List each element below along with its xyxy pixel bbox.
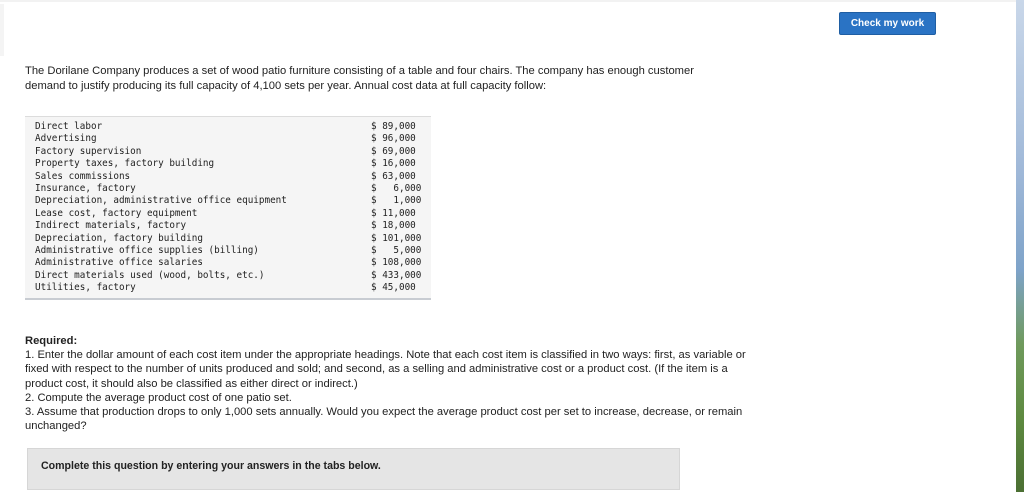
cost-item-amount: $ 433,000 xyxy=(371,269,422,281)
tabs-prompt-text: Complete this question by entering your answers in the tabs below. xyxy=(41,460,381,472)
cost-row xyxy=(35,208,423,220)
cost-row xyxy=(35,146,423,158)
cost-item-label: Lease cost, factory equipment xyxy=(35,207,198,219)
cost-item-label: Advertising xyxy=(35,133,97,145)
cost-item-label: Sales commissions xyxy=(35,170,131,182)
cost-item-label: Direct materials used (wood, bolts, etc.) xyxy=(35,269,265,281)
cost-item-label: Indirect materials, factory xyxy=(35,220,187,232)
cost-row xyxy=(35,133,423,145)
cost-item-amount: $ 108,000 xyxy=(371,257,422,269)
check-my-work-button[interactable]: Check my work xyxy=(839,12,936,35)
cost-item-amount: $ 96,000 xyxy=(371,133,416,145)
top-divider xyxy=(0,0,1024,2)
cost-table-grid xyxy=(35,121,423,295)
required-item-2: 2. Compute the average product cost of one patio set. xyxy=(25,391,292,404)
left-margin-accent xyxy=(0,4,4,56)
cost-item-label: Administrative office supplies (billing) xyxy=(35,245,259,257)
cost-item-amount: $ 11,000 xyxy=(371,207,416,219)
cost-row xyxy=(35,121,423,133)
required-heading: Required: xyxy=(25,335,78,347)
cost-item-amount: $ 18,000 xyxy=(371,220,416,232)
cost-item-label: Utilities, factory xyxy=(35,282,136,294)
cost-item-amount: $ 6,000 xyxy=(371,183,422,195)
cost-row xyxy=(35,270,423,282)
cost-row xyxy=(35,233,423,245)
required-item-3: 3. Assume that production drops to only 1,000 sets annually. Would you expect the average product cost per set to increase, decrease, or remain unchanged? xyxy=(25,406,743,433)
tabs-prompt-box xyxy=(27,448,680,490)
cost-item-label: Administrative office salaries xyxy=(35,257,203,269)
cost-item-amount: $ 63,000 xyxy=(371,170,416,182)
cost-item-amount: $ 16,000 xyxy=(371,158,416,170)
cost-row xyxy=(35,245,423,257)
cost-item-amount: $ 69,000 xyxy=(371,145,416,157)
cost-row xyxy=(35,220,423,232)
cost-item-amount: $ 1,000 xyxy=(371,195,422,207)
problem-intro-text: The Dorilane Company produces a set of wood patio furniture consisting of a table and four chairs. The company has enough customer demand to justify producing its full capacity of 4,100 sets per year. Annual cost data at full capacity follow: xyxy=(25,65,694,92)
cost-item-label: Depreciation, administrative office equipment xyxy=(35,195,287,207)
cost-item-amount: $ 5,000 xyxy=(371,245,422,257)
cost-item-label: Depreciation, factory building xyxy=(35,232,203,244)
cost-table-body xyxy=(35,121,423,295)
cost-item-amount: $ 89,000 xyxy=(371,121,416,132)
required-section xyxy=(25,334,755,433)
cost-item-label: Insurance, factory xyxy=(35,183,136,195)
cost-row xyxy=(35,171,423,183)
cost-row xyxy=(35,195,423,207)
cost-row xyxy=(35,183,423,195)
cost-item-label: Direct labor xyxy=(35,121,103,132)
cost-item-label: Property taxes, factory building xyxy=(35,158,215,170)
required-item-1: 1. Enter the dollar amount of each cost item under the appropriate headings. Note that each cost item is classified in two ways: first, as variable or fixed with respect to the number of units produced and sold; and second, as a selling and administrative cost or a product cost. (If the item is a product cost, it should also be classified as either direct or indirect.) xyxy=(25,349,746,390)
cost-item-label: Factory supervision xyxy=(35,145,142,157)
cost-item-amount: $ 45,000 xyxy=(371,282,416,294)
cost-row xyxy=(35,257,423,269)
cost-item-amount: $ 101,000 xyxy=(371,232,422,244)
cost-row xyxy=(35,282,423,294)
cost-row xyxy=(35,158,423,170)
background-window-strip xyxy=(1016,0,1024,492)
cost-data-table xyxy=(25,116,431,300)
